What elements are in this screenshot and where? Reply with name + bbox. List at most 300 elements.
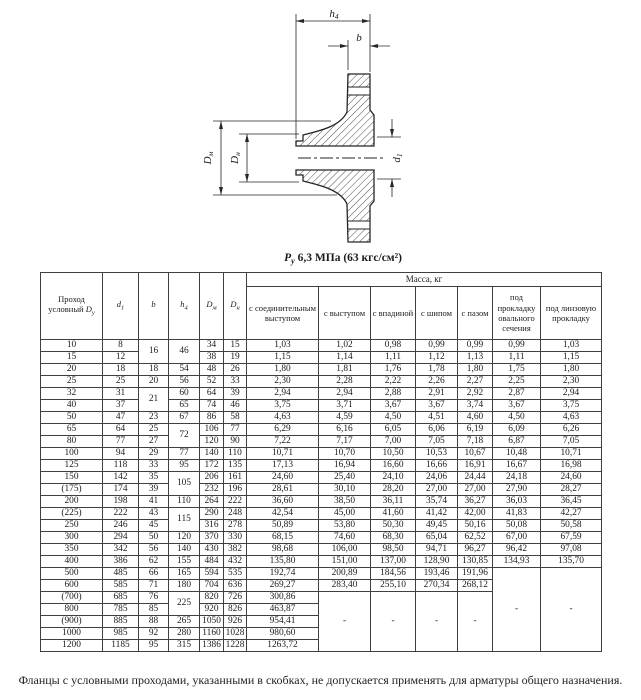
table-cell: 222 — [224, 496, 247, 508]
table-cell: 94,71 — [416, 544, 458, 556]
table-cell: 95 — [169, 460, 200, 472]
table-cell: - — [416, 592, 458, 652]
table-cell: 10 — [41, 340, 103, 352]
table-cell: 2,30 — [541, 376, 602, 388]
table-cell: 85 — [139, 604, 169, 616]
table-cell: 10,48 — [493, 448, 541, 460]
table-cell: 56 — [139, 544, 169, 556]
table-cell: 954,41 — [247, 616, 319, 628]
col-header-mass-0: с соединительным выступом — [247, 287, 319, 340]
table-cell: 41,42 — [416, 508, 458, 520]
table-cell: 77 — [103, 436, 139, 448]
table-cell: 785 — [103, 604, 139, 616]
table-row — [41, 376, 602, 388]
table-cell: 20 — [41, 364, 103, 376]
table-cell: 128,90 — [416, 556, 458, 568]
table-cell: 1,78 — [416, 364, 458, 376]
table-cell: 71 — [139, 580, 169, 592]
table-cell: 1228 — [224, 640, 247, 652]
table-cell: 50 — [139, 532, 169, 544]
table-cell: 64 — [103, 424, 139, 436]
table-cell: 53,80 — [319, 520, 371, 532]
table-cell: 120 — [200, 436, 224, 448]
table-cell: - — [493, 568, 541, 652]
table-cell: 10,71 — [247, 448, 319, 460]
table-cell: 7,00 — [371, 436, 416, 448]
col-header-mass-1: с выступом — [319, 287, 371, 340]
table-cell: 283,40 — [319, 580, 371, 592]
table-cell: 20 — [139, 376, 169, 388]
table-cell: 39 — [224, 388, 247, 400]
table-cell: 4,60 — [458, 412, 493, 424]
table-cell: 29 — [139, 448, 169, 460]
table-cell: 3,71 — [319, 400, 371, 412]
table-cell: 24,60 — [541, 472, 602, 484]
table-cell: 1386 — [200, 640, 224, 652]
table-cell: 1,15 — [541, 352, 602, 364]
table-cell: 72 — [169, 424, 200, 448]
table-cell: - — [458, 592, 493, 652]
flange-drawing — [0, 0, 641, 270]
table-cell: 135 — [224, 460, 247, 472]
table-cell: 2,30 — [247, 376, 319, 388]
table-cell: 432 — [224, 556, 247, 568]
table-cell: 246 — [103, 520, 139, 532]
table-cell: 58 — [224, 412, 247, 424]
table-cell: 161 — [224, 472, 247, 484]
table-cell: 27 — [139, 436, 169, 448]
table-row — [41, 388, 602, 400]
table-cell: 232 — [200, 484, 224, 496]
table-cell: 826 — [224, 604, 247, 616]
table-cell: 4,51 — [416, 412, 458, 424]
table-cell: 23 — [139, 412, 169, 424]
table-cell: 21 — [139, 388, 169, 412]
table-cell: 25 — [41, 376, 103, 388]
table-cell: 50,30 — [371, 520, 416, 532]
col-header-dy: Проход условный $D_у$ — [41, 273, 103, 340]
table-cell: 24,06 — [416, 472, 458, 484]
table-cell: 3,67 — [493, 400, 541, 412]
table-cell: 2,22 — [371, 376, 416, 388]
table-cell: 16,60 — [371, 460, 416, 472]
table-cell: 2,28 — [319, 376, 371, 388]
table-cell: 316 — [200, 520, 224, 532]
table-row — [41, 496, 602, 508]
col-header-dn: $D_н$ — [224, 273, 247, 340]
bolt-hole-bottom — [349, 222, 370, 229]
table-cell: 110 — [224, 448, 247, 460]
table-cell: 0,99 — [416, 340, 458, 352]
table-cell: 1,75 — [493, 364, 541, 376]
table-cell: 184,56 — [371, 568, 416, 580]
table-cell: 12 — [103, 352, 139, 364]
table-cell: 31 — [103, 388, 139, 400]
table-row — [41, 508, 602, 520]
table-cell: 926 — [224, 616, 247, 628]
table-cell: 6,16 — [319, 424, 371, 436]
table-cell: 135,70 — [541, 556, 602, 568]
table-cell: 1,03 — [541, 340, 602, 352]
table-cell: 110 — [169, 496, 200, 508]
table-cell: 270,34 — [416, 580, 458, 592]
table-cell: 96,42 — [493, 544, 541, 556]
table-cell: 76 — [139, 592, 169, 604]
table-row — [41, 436, 602, 448]
bolt-hole-top — [349, 88, 370, 95]
table-cell: 38 — [200, 352, 224, 364]
table-cell: 300,86 — [247, 592, 319, 604]
table-cell: 7,22 — [247, 436, 319, 448]
table-cell: 2,94 — [541, 388, 602, 400]
table-cell: 6,19 — [458, 424, 493, 436]
footnote: Фланцы с условными проходами, указанными в скобках, не допускается применять для арматуры общего назначения. — [18, 673, 623, 687]
table-cell: 6,29 — [247, 424, 319, 436]
table-cell: 19 — [224, 352, 247, 364]
table-cell: 137,00 — [371, 556, 416, 568]
table-cell: 34 — [200, 340, 224, 352]
dim-label-b: b — [356, 32, 362, 44]
table-cell: 726 — [224, 592, 247, 604]
table-cell: (225) — [41, 508, 103, 520]
flange-dimensions-table — [40, 272, 602, 652]
table-cell: 278 — [224, 520, 247, 532]
table-cell: 3,75 — [247, 400, 319, 412]
table-cell: 268,12 — [458, 580, 493, 592]
table-cell: 134,93 — [493, 556, 541, 568]
table-row — [41, 532, 602, 544]
table-cell: 250 — [41, 520, 103, 532]
table-cell: 255,10 — [371, 580, 416, 592]
table-cell: 41,60 — [371, 508, 416, 520]
table-cell: 1028 — [224, 628, 247, 640]
table-cell: 980,60 — [247, 628, 319, 640]
table-cell: 10,50 — [371, 448, 416, 460]
table-row — [41, 472, 602, 484]
table-cell: 42,00 — [458, 508, 493, 520]
table-cell: 191,96 — [458, 568, 493, 580]
table-cell: 24,10 — [371, 472, 416, 484]
table-cell: 15 — [41, 352, 103, 364]
col-header-mass-3: с шипом — [416, 287, 458, 340]
table-cell: 67,00 — [493, 532, 541, 544]
table-cell: 1,02 — [319, 340, 371, 352]
table-cell: 4,59 — [319, 412, 371, 424]
table-cell: 16,67 — [493, 460, 541, 472]
table-cell: 88 — [139, 616, 169, 628]
col-header-mass-6: под линзовую прокладку — [541, 287, 602, 340]
table-cell: 24,60 — [247, 472, 319, 484]
table-cell: 6,26 — [541, 424, 602, 436]
table-cell: 330 — [224, 532, 247, 544]
table-cell: 200,89 — [319, 568, 371, 580]
table-cell: 43 — [139, 508, 169, 520]
col-header-h4: $h_4$ — [169, 273, 200, 340]
table-cell: 269,27 — [247, 580, 319, 592]
table-cell: 225 — [169, 592, 200, 616]
col-header-b: b — [139, 273, 169, 340]
table-cell: 24,44 — [458, 472, 493, 484]
table-cell: 68,15 — [247, 532, 319, 544]
col-header-mass-group: Масса, кг — [247, 273, 602, 287]
table-cell: 96,27 — [458, 544, 493, 556]
table-cell: 28,27 — [541, 484, 602, 496]
table-cell: 7,05 — [416, 436, 458, 448]
table-row — [41, 484, 602, 496]
table-cell: 885 — [103, 616, 139, 628]
table-cell: 2,27 — [458, 376, 493, 388]
table-cell: 6,05 — [371, 424, 416, 436]
table-cell: 4,50 — [493, 412, 541, 424]
col-header-d1: $d_1$ — [103, 273, 139, 340]
table-cell: 15 — [224, 340, 247, 352]
table-cell: 600 — [41, 580, 103, 592]
table-cell: 36,45 — [541, 496, 602, 508]
table-cell: 4,50 — [371, 412, 416, 424]
col-header-dm: $D_м$ — [200, 273, 224, 340]
table-cell: 32 — [41, 388, 103, 400]
table-cell: 985 — [103, 628, 139, 640]
table-cell: 140 — [169, 544, 200, 556]
table-cell: 400 — [41, 556, 103, 568]
table-cell: 17,13 — [247, 460, 319, 472]
table-cell: 1,15 — [247, 352, 319, 364]
table-cell: 50,08 — [493, 520, 541, 532]
dim-b — [328, 32, 390, 70]
table-cell: 1,12 — [416, 352, 458, 364]
table-cell: 95 — [139, 640, 169, 652]
table-cell: - — [371, 592, 416, 652]
table-cell: 36,27 — [458, 496, 493, 508]
table-cell: 4,63 — [541, 412, 602, 424]
table-cell: 94 — [103, 448, 139, 460]
table-cell: 50,16 — [458, 520, 493, 532]
table-cell: 35 — [139, 472, 169, 484]
table-cell: 86 — [200, 412, 224, 424]
table-cell: 90 — [224, 436, 247, 448]
table-cell: 0,99 — [493, 340, 541, 352]
table-row — [41, 520, 602, 532]
table-cell: 56 — [169, 376, 200, 388]
table-cell: 36,60 — [247, 496, 319, 508]
table-cell: 98,50 — [371, 544, 416, 556]
table-cell: 485 — [103, 568, 139, 580]
table-cell: 52 — [200, 376, 224, 388]
table-cell: 25,40 — [319, 472, 371, 484]
table-cell: 1,11 — [371, 352, 416, 364]
table-row — [41, 568, 602, 580]
table-cell: 2,94 — [247, 388, 319, 400]
table-cell: 8 — [103, 340, 139, 352]
table-row — [41, 400, 602, 412]
table-cell: 800 — [41, 604, 103, 616]
table-cell: 10,70 — [319, 448, 371, 460]
table-cell: 1,13 — [458, 352, 493, 364]
table-cell: 206 — [200, 472, 224, 484]
table-cell: 16,94 — [319, 460, 371, 472]
table-cell: 68,30 — [371, 532, 416, 544]
table-cell: 1050 — [200, 616, 224, 628]
table-row — [41, 460, 602, 472]
table-cell: 25 — [139, 424, 169, 436]
table-cell: 140 — [200, 448, 224, 460]
table-cell: 120 — [169, 532, 200, 544]
table-cell: 535 — [224, 568, 247, 580]
table-cell: 4,63 — [247, 412, 319, 424]
table-cell: 45,00 — [319, 508, 371, 520]
table-cell: 150 — [41, 472, 103, 484]
table-cell: 38,50 — [319, 496, 371, 508]
flange-section-bottom — [296, 170, 374, 242]
table-cell: 2,88 — [371, 388, 416, 400]
table-cell: 26 — [224, 364, 247, 376]
dim-label-dm: Dм — [202, 151, 215, 165]
table-cell: 100 — [41, 448, 103, 460]
drawing-caption: $P_у$ 6,3 МПа (63 кгс/см²) — [284, 252, 402, 266]
table-cell: 50,89 — [247, 520, 319, 532]
table-cell: 1000 — [41, 628, 103, 640]
table-cell: 125 — [41, 460, 103, 472]
table-cell: 115 — [169, 508, 200, 532]
table-row — [41, 556, 602, 568]
table-cell: 1,03 — [247, 340, 319, 352]
table-cell: 49,45 — [416, 520, 458, 532]
table-row — [41, 448, 602, 460]
table-cell: 2,25 — [493, 376, 541, 388]
table-cell: 10,71 — [541, 448, 602, 460]
col-header-mass-5: под прокладку овального сечения — [493, 287, 541, 340]
table-cell: 463,87 — [247, 604, 319, 616]
table-cell: 1,80 — [247, 364, 319, 376]
table-cell: 33 — [224, 376, 247, 388]
table-cell: 35,74 — [416, 496, 458, 508]
table-cell: 1,80 — [458, 364, 493, 376]
table-cell: 130,85 — [458, 556, 493, 568]
table-cell: 25 — [103, 376, 139, 388]
table-cell: 66 — [139, 568, 169, 580]
table-cell: 98,68 — [247, 544, 319, 556]
table-cell: 16,98 — [541, 460, 602, 472]
table-cell: 1,76 — [371, 364, 416, 376]
table-row — [41, 340, 602, 352]
table-cell: 386 — [103, 556, 139, 568]
table-cell: 65 — [169, 400, 200, 412]
table-cell: 350 — [41, 544, 103, 556]
table-cell: 106,00 — [319, 544, 371, 556]
table-cell: 24,18 — [493, 472, 541, 484]
dim-label-dn: Dн — [229, 152, 242, 164]
table-cell: (900) — [41, 616, 103, 628]
table-cell: (700) — [41, 592, 103, 604]
table-cell: 1160 — [200, 628, 224, 640]
table-row — [41, 424, 602, 436]
table-cell: 50 — [41, 412, 103, 424]
table-cell: 484 — [200, 556, 224, 568]
table-cell: 62 — [139, 556, 169, 568]
table-cell: 118 — [103, 460, 139, 472]
table-row — [41, 352, 602, 364]
table-cell: 46 — [169, 340, 200, 364]
table-cell: 74 — [200, 400, 224, 412]
table-cell: 3,75 — [541, 400, 602, 412]
table-cell: 65 — [41, 424, 103, 436]
dim-dn — [229, 134, 299, 182]
table-cell: 265 — [169, 616, 200, 628]
table-cell: 37 — [103, 400, 139, 412]
table-cell: 2,92 — [458, 388, 493, 400]
table-cell: 77 — [224, 424, 247, 436]
table-cell: 54 — [169, 364, 200, 376]
table-cell: 198 — [103, 496, 139, 508]
table-cell: 62,52 — [458, 532, 493, 544]
table-cell: 382 — [224, 544, 247, 556]
table-cell: 200 — [41, 496, 103, 508]
table-cell: 1,14 — [319, 352, 371, 364]
table-cell: 636 — [224, 580, 247, 592]
table-cell: 585 — [103, 580, 139, 592]
col-header-mass-4: с пазом — [458, 287, 493, 340]
table-cell: 500 — [41, 568, 103, 580]
table-cell: 67 — [169, 412, 200, 424]
table-cell: 172 — [200, 460, 224, 472]
table-cell: 36,03 — [493, 496, 541, 508]
table-cell: 10,67 — [458, 448, 493, 460]
table-cell: 97,08 — [541, 544, 602, 556]
table-cell: 28,61 — [247, 484, 319, 496]
table-cell: 77 — [169, 448, 200, 460]
table-cell: 27,00 — [458, 484, 493, 496]
table-cell: 18 — [103, 364, 139, 376]
table-cell: 36,11 — [371, 496, 416, 508]
table-cell: 315 — [169, 640, 200, 652]
table-cell: 80 — [41, 436, 103, 448]
table-cell: 27,00 — [416, 484, 458, 496]
table-cell: 3,74 — [458, 400, 493, 412]
table-cell: 1,81 — [319, 364, 371, 376]
table-cell: 920 — [200, 604, 224, 616]
table-cell: 40 — [41, 400, 103, 412]
table-cell: - — [541, 568, 602, 652]
table-cell: 174 — [103, 484, 139, 496]
table-cell: 10,53 — [416, 448, 458, 460]
table-cell: 196 — [224, 484, 247, 496]
table-cell: 7,05 — [541, 436, 602, 448]
table-cell: 2,91 — [416, 388, 458, 400]
table-cell: 42,54 — [247, 508, 319, 520]
table-cell: 39 — [139, 484, 169, 496]
table-cell: 42,27 — [541, 508, 602, 520]
table-cell: 74,60 — [319, 532, 371, 544]
table-cell: 300 — [41, 532, 103, 544]
table-cell: 41,83 — [493, 508, 541, 520]
table-cell: 67,59 — [541, 532, 602, 544]
table-cell: 820 — [200, 592, 224, 604]
table-cell: 30,10 — [319, 484, 371, 496]
table-cell: 106 — [200, 424, 224, 436]
table-cell: 50,58 — [541, 520, 602, 532]
table-cell: 594 — [200, 568, 224, 580]
table-cell: 28,20 — [371, 484, 416, 496]
table-cell: 41 — [139, 496, 169, 508]
table-cell: 47 — [103, 412, 139, 424]
table-row — [41, 412, 602, 424]
table-cell: 248 — [224, 508, 247, 520]
table-cell: 165 — [169, 568, 200, 580]
dim-label-h4: h4 — [329, 8, 339, 21]
table-cell: 16 — [139, 340, 169, 364]
table-cell: 2,26 — [416, 376, 458, 388]
table-cell: 370 — [200, 532, 224, 544]
